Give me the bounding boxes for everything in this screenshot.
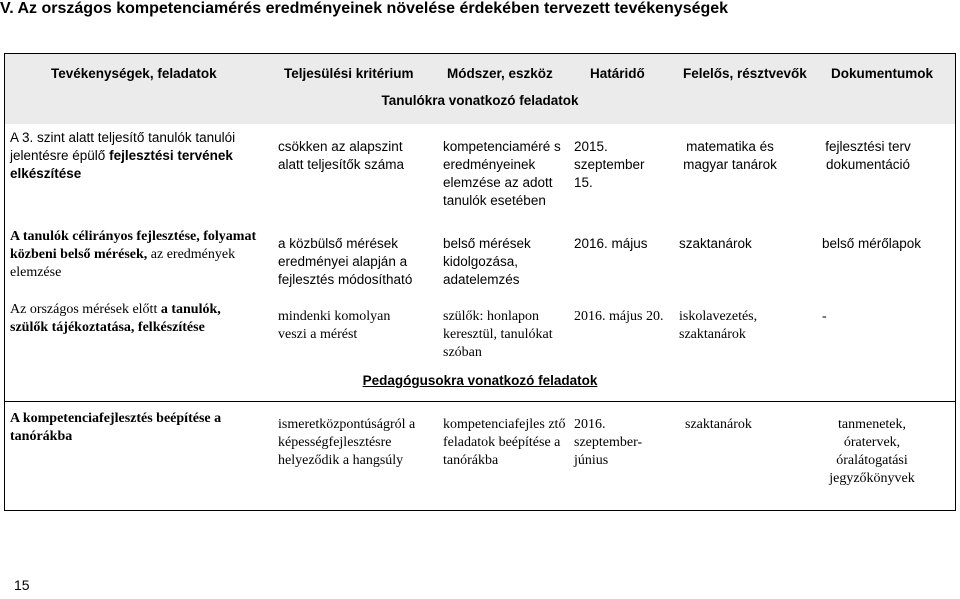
header-activities: Tevékenységek, feladatok <box>51 66 217 81</box>
section-teachers <box>0 373 960 388</box>
table-bottom-rule <box>4 401 956 402</box>
section-students-label: Tanulókra vonatkozó feladatok <box>381 93 579 108</box>
row1-activity <box>10 129 256 183</box>
row3-deadline: 2016. május 20. <box>574 309 664 324</box>
row1-documents: fejlesztési terv dokumentáció <box>825 139 911 172</box>
header-deadline: Határidő <box>590 66 645 81</box>
row4-method: kompetenciafejles ztő feladatok beépítése a tanórákba <box>443 417 566 468</box>
row1-method: kompetenciaméré s eredményeinek elemzése az adott tanulók esetében <box>443 139 561 208</box>
row2-activity-bold: A tanulók célirányos fejlesztése, folyamat közbeni belső mérések, <box>10 229 257 262</box>
section-teachers-label: Pedagógusokra vonatkozó feladatok <box>362 373 598 388</box>
row3-activity <box>10 301 260 337</box>
row3-criteria: mindenki komolyan veszi a mérést <box>278 309 391 342</box>
table-header-band <box>4 53 956 124</box>
header-criteria: Teljesülési kritérium <box>284 66 414 81</box>
table-top-rule <box>4 53 956 54</box>
table-right-rule <box>955 53 956 511</box>
row3-activity-plain: Az országos mérések előtt <box>10 302 161 317</box>
row3-method: szülők: honlapon keresztül, tanulókat szóban <box>443 309 553 360</box>
section-students <box>0 93 960 108</box>
row4-criteria: ismeretközpontúságról a képességfejlesztésre helyeződik a hangsúly <box>278 417 416 468</box>
row2-responsible: szaktanárok <box>679 236 752 251</box>
row4-deadline: 2016. szeptember-június <box>574 417 643 468</box>
row1-deadline: 2015. szeptember 15. <box>574 139 645 190</box>
row1-activity-bold: fejlesztési tervének elkészítése <box>10 148 233 181</box>
row3-responsible: iskolavezetés, szaktanárok <box>679 309 758 342</box>
page-number: 15 <box>14 577 30 593</box>
table-left-rule <box>4 53 5 511</box>
row4-responsible: szaktanárok <box>685 417 752 432</box>
row1-responsible: matematika és magyar tanárok <box>683 139 777 172</box>
header-responsible: Felelős, résztvevők <box>683 66 807 81</box>
page-title: V. Az országos kompetenciamérés eredményeinek növelése érdekében tervezett tevékenységek <box>0 0 729 17</box>
header-method: Módszer, eszköz <box>447 66 553 81</box>
header-documents: Dokumentumok <box>831 66 934 81</box>
row2-method: belső mérések kidolgozása, adatelemzés <box>443 236 531 287</box>
row1-activity-plain: A 3. szint alatt teljesítő tanulók tanulói jelentésre épülő <box>10 130 236 163</box>
row4-activity <box>10 410 260 446</box>
table-end-rule <box>4 510 956 511</box>
row4-activity-bold: A kompetenciafejlesztés beépítése a tanórákba <box>10 411 222 444</box>
row3-activity-bold: a tanulók, szülők tájékoztatása, felkészítése <box>10 302 221 335</box>
row2-deadline: 2016. május <box>574 236 648 251</box>
row2-activity <box>10 228 260 282</box>
row3-documents: - <box>822 309 827 324</box>
row2-criteria: a közbülső mérések eredményei alapján a fejlesztés módosítható <box>278 236 413 287</box>
row2-documents: belső mérőlapok <box>822 236 922 251</box>
row2-activity-plain: az eredmények elemzése <box>10 247 236 280</box>
row4-documents: tanmenetek, óratervek, óralátogatási jegyzőkönyvek <box>829 417 915 486</box>
row1-criteria: csökken az alapszint alatt teljesítők száma <box>278 139 405 172</box>
